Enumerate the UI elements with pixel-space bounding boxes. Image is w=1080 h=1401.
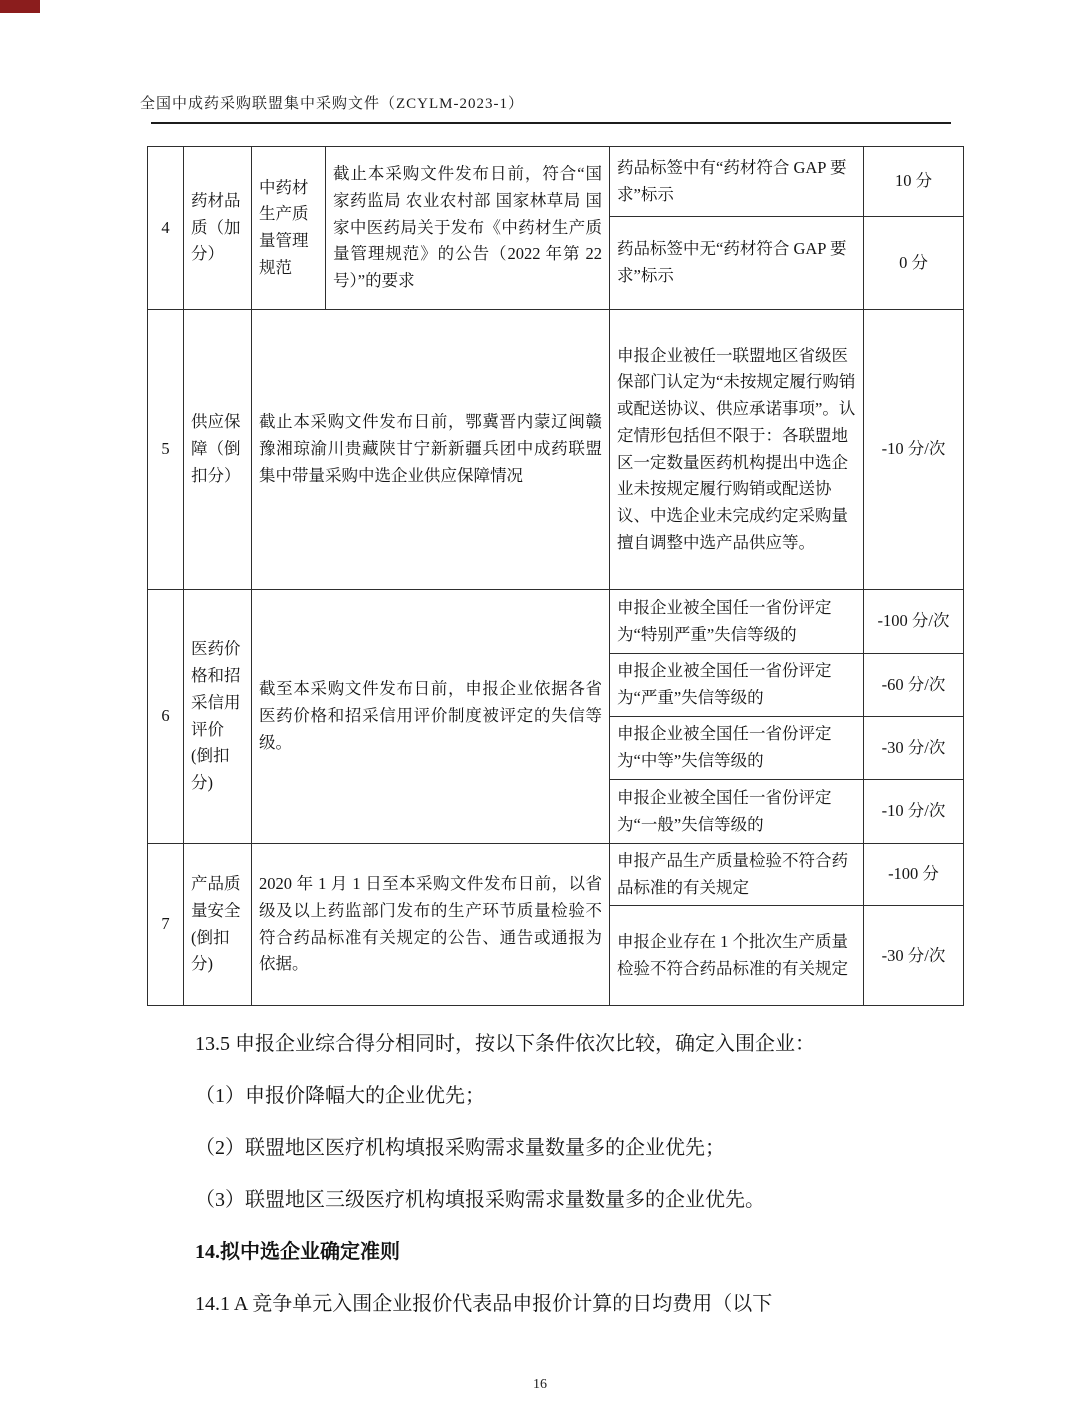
document-title: 全国中成药采购联盟集中采购文件（ZCYLM-2023-1） <box>140 96 524 112</box>
criterion-score: -10 分/次 <box>864 780 964 844</box>
table-row <box>148 310 964 590</box>
row-description: 截止本采购文件发布日前，符合“国家药监局 农业农村部 国家林草局 国家中医药局关于发布《中药材生产质量管理规范》的公告（2022 年第 22 号）”的要求 <box>326 147 610 310</box>
list-item-3: （3）联盟地区三级医疗机构填报采购需求量数量多的企业优先。 <box>195 1189 765 1212</box>
criterion-score: -30 分/次 <box>864 906 964 1006</box>
row-number: 7 <box>148 844 184 1006</box>
criterion-text: 申报产品生产质量检验不符合药品标准的有关规定 <box>610 844 864 906</box>
scoring-table <box>147 146 964 1006</box>
criterion-text: 药品标签中无“药材符合 GAP 要求”标示 <box>610 217 864 310</box>
criterion-text: 申报企业被全国任一省份评定为“中等”失信等级的 <box>610 717 864 780</box>
criterion-score: -30 分/次 <box>864 717 964 780</box>
criterion-text: 申报企业被全国任一省份评定为“特别严重”失信等级的 <box>610 590 864 654</box>
table-row <box>148 147 964 217</box>
paragraph-14-1: 14.1 A 竞争单元入围企业报价代表品申报价计算的日均费用（以下 <box>195 1293 773 1316</box>
criterion-text: 申报企业被任一联盟地区省级医保部门认定为“未按规定履行购销或配送协议、供应承诺事项”。认定情形包括但不限于：各联盟地区一定数量医药机构提出中选企业未按规定履行购销或配送协议、中选企业未完成约定采购量擅自调整中选产品供应等。 <box>610 310 864 590</box>
row-subcategory: 中药材生产质量管理规范 <box>252 147 326 310</box>
table-row <box>148 590 964 654</box>
row-category: 产品质量安全(倒扣分) <box>184 844 252 1006</box>
row-number: 4 <box>148 147 184 310</box>
criterion-text: 申报企业被全国任一省份评定为“严重”失信等级的 <box>610 654 864 717</box>
row-description: 截至本采购文件发布日前，申报企业依据各省医药价格和招采信用评价制度被评定的失信等级。 <box>252 590 610 844</box>
criterion-score: -100 分 <box>864 844 964 906</box>
list-item-1: （1）申报价降幅大的企业优先； <box>195 1085 485 1108</box>
header-rule <box>151 122 951 124</box>
corner-mark <box>0 0 40 13</box>
body-text <box>140 1018 962 1330</box>
list-item-2: （2）联盟地区医疗机构填报采购需求量数量多的企业优先； <box>195 1137 725 1160</box>
paragraph-13-5: 13.5 申报企业综合得分相同时，按以下条件依次比较，确定入围企业： <box>195 1033 815 1056</box>
table-row <box>148 844 964 906</box>
criterion-text: 申报企业被全国任一省份评定为“一般”失信等级的 <box>610 780 864 844</box>
criterion-score: 10 分 <box>864 147 964 217</box>
row-category: 药材品质（加分） <box>184 147 252 310</box>
row-number: 5 <box>148 310 184 590</box>
row-number: 6 <box>148 590 184 844</box>
row-category: 供应保障（倒扣分） <box>184 310 252 590</box>
page-number: 16 <box>533 1377 547 1392</box>
criterion-text: 药品标签中有“药材符合 GAP 要求”标示 <box>610 147 864 217</box>
criterion-score: -10 分/次 <box>864 310 964 590</box>
row-description: 2020 年 1 月 1 日至本采购文件发布日前，以省级及以上药监部门发布的生产环节质量检验不符合药品标准有关规定的公告、通告或通报为依据。 <box>252 844 610 1006</box>
row-category: 医药价格和招采信用评价(倒扣分) <box>184 590 252 844</box>
row-description: 截止本采购文件发布日前，鄂冀晋内蒙辽闽赣豫湘琼渝川贵藏陕甘宁新新疆兵团中成药联盟集中带量采购中选企业供应保障情况 <box>252 310 610 590</box>
criterion-score: -100 分/次 <box>864 590 964 654</box>
page-header <box>140 92 962 124</box>
criterion-score: 0 分 <box>864 217 964 310</box>
criterion-text: 申报企业存在 1 个批次生产质量检验不符合药品标准的有关规定 <box>610 906 864 1006</box>
criterion-score: -60 分/次 <box>864 654 964 717</box>
heading-14: 14.拟中选企业确定准则 <box>195 1241 400 1264</box>
